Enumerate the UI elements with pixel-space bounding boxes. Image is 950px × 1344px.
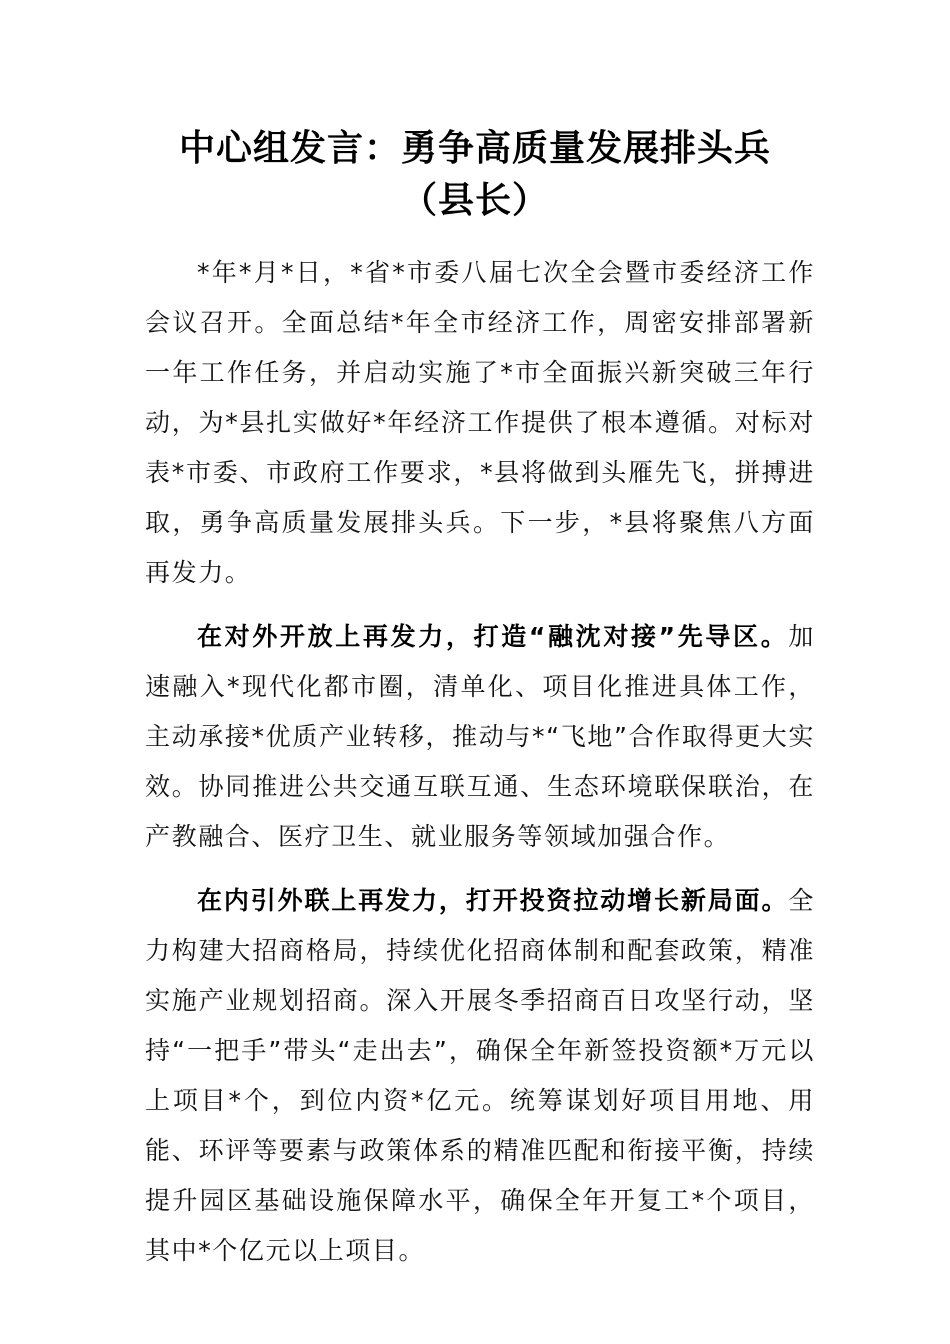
paragraph-lead: 在内引外联上再发力，打开投资拉动增长新局面。: [197, 886, 789, 915]
paragraph-lead: 在对外开放上再发力，打造“融沈对接”先导区。: [197, 622, 789, 651]
paragraph-opening-up: [145, 612, 815, 862]
paragraph-text: *年*月*日，*省*市委八届七次全会暨市委经济工作会议召开。全面总结*年全市经济工作，周密安排部署新一年工作任务，并启动实施了*市全面振兴新突破三年行动，为*县扎实做好*年经济工作提供了根本遵循。对标对表*市委、市政府工作要求，*县将做到头雁先飞，拼搏进取，勇争高质量发展排头兵。下一步，*县将聚焦八方面再发力。: [145, 258, 815, 587]
document-body: [145, 248, 815, 1290]
paragraph-investment: [145, 876, 815, 1276]
paragraph-text: 全力构建大招商格局，持续优化招商体制和配套政策，精准实施产业规划招商。深入开展冬季招商百日攻坚行动，坚持“一把手”带头“走出去”，确保全年新签投资额*万元以上项目*个，到位内资*亿元。统筹谋划好项目用地、用能、环评等要素与政策体系的精准匹配和衔接平衡，持续提升园区基础设施保障水平，确保全年开复工*个项目，其中*个亿元以上项目。: [145, 886, 815, 1265]
paragraph-intro: [145, 248, 815, 598]
paragraph-text: 加速融入*现代化都市圈，清单化、项目化推进具体工作，主动承接*优质产业转移，推动与*“飞地”合作取得更大实效。协同推进公共交通互联互通、生态环境联保联治，在产教融合、医疗卫生、就业服务等领域加强合作。: [145, 622, 815, 851]
document-title: 中心组发言：勇争高质量发展排头兵（县长）: [178, 127, 771, 221]
